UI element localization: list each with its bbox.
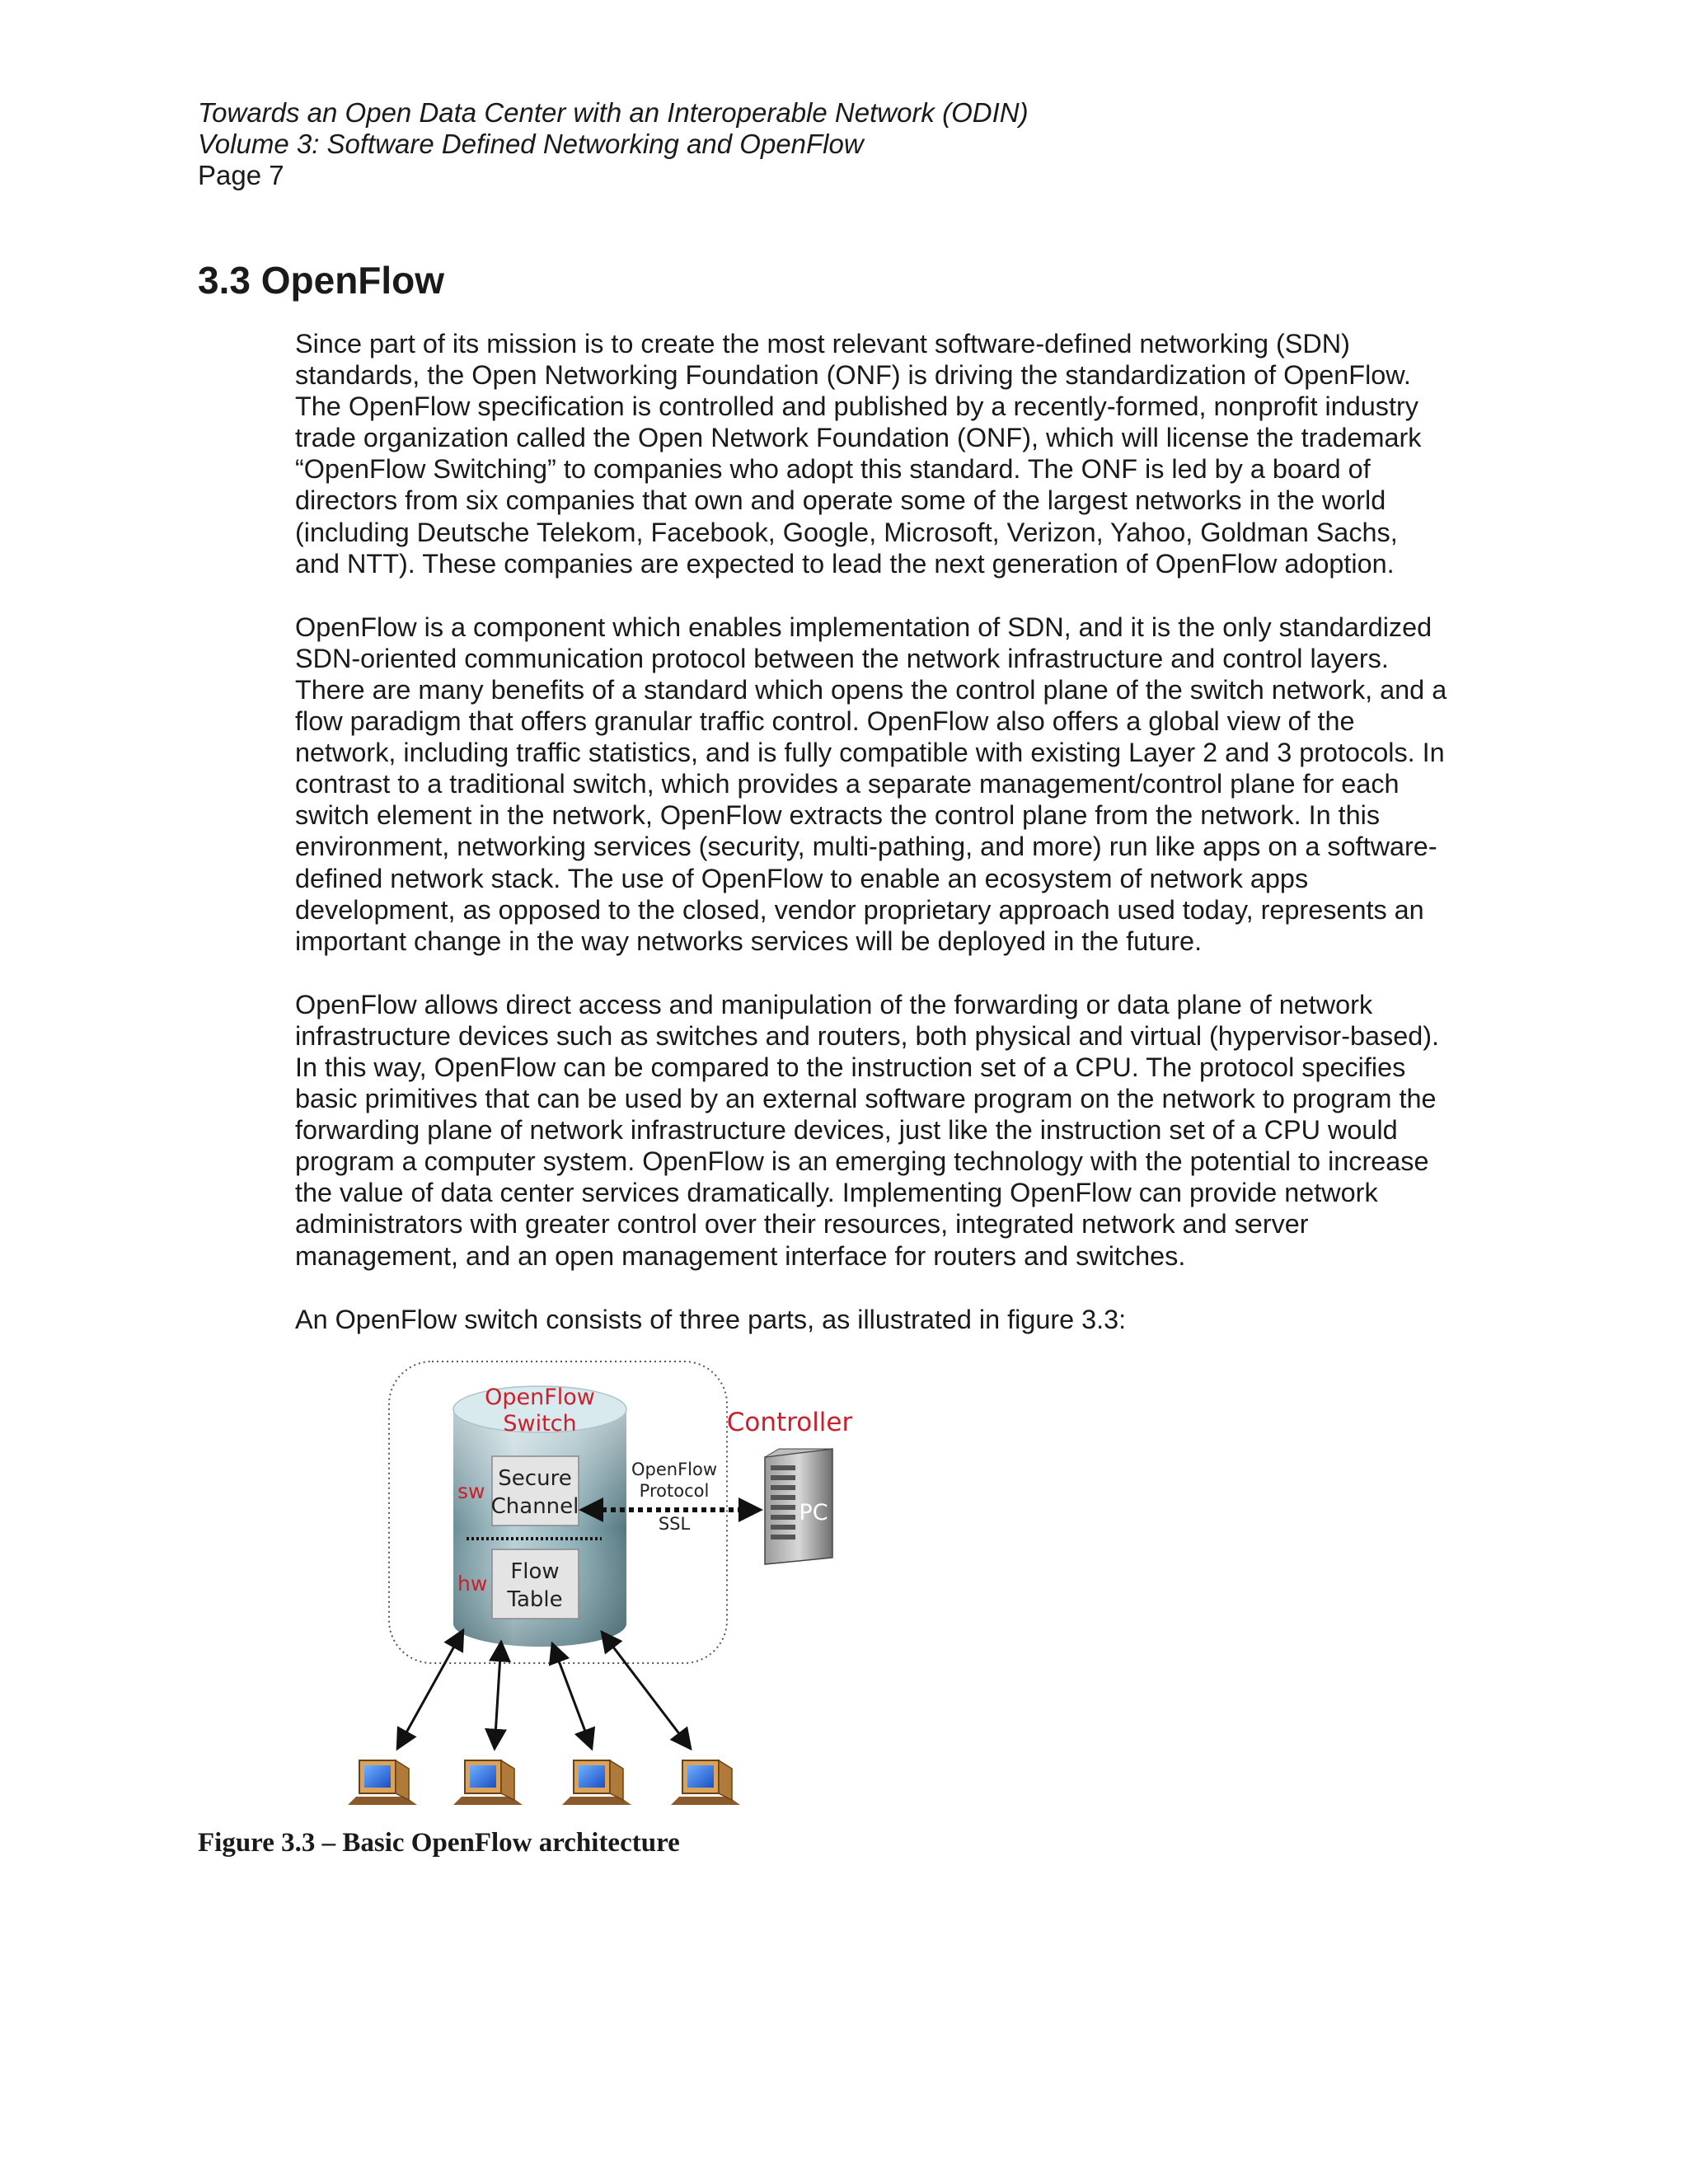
- paragraph-line: defined network stack. The use of OpenFlow to enable an ecosystem of network apps: [295, 863, 1309, 893]
- paragraph-line: OpenFlow is a component which enables implementation of SDN, and it is the only standardized: [295, 612, 1432, 642]
- paragraph-line: the value of data center services dramatically. Implementing OpenFlow can provide network: [295, 1178, 1378, 1208]
- paragraph-line: There are many benefits of a standard which opens the control plane of the switch network, and a: [295, 674, 1447, 705]
- host-link-1: [397, 1630, 463, 1749]
- paragraph-line: infrastructure devices such as switches and routers, both physical and virtual (hypervisor-based).: [295, 1020, 1440, 1051]
- header-page-number: Page 7: [198, 160, 284, 190]
- paragraph-line: environment, networking services (security, multi-pathing, and more) run like apps on a software-: [295, 832, 1437, 862]
- switch-label-line2: Switch: [503, 1411, 577, 1436]
- paragraph-line: management, and an open management interface for routers and switches.: [295, 1240, 1186, 1271]
- paragraph-line: forwarding plane of network infrastructure devices, just like the instruction set of a CPU would: [295, 1115, 1398, 1146]
- body-paragraph: [295, 989, 1498, 1272]
- host-link-4: [602, 1632, 691, 1749]
- paragraph-line: development, as opposed to the closed, vendor proprietary approach used today, represents an: [295, 894, 1424, 925]
- paragraph-line: administrators with greater control over their resources, integrated network and server: [295, 1209, 1309, 1240]
- header-volume: Volume 3: Software Defined Networking and OpenFlow: [198, 129, 864, 159]
- body-paragraph: [295, 1304, 1498, 1335]
- paragraph-line: switch element in the network, OpenFlow extracts the control plane from the network. In this: [295, 800, 1381, 831]
- figure-caption: Figure 3.3 – Basic OpenFlow architecture: [198, 1828, 680, 1858]
- paragraph-line: The OpenFlow specification is controlled and published by a recently-formed, nonprofit industry: [295, 391, 1418, 422]
- header-title: Towards an Open Data Center with an Interoperable Network (ODIN): [198, 97, 1029, 128]
- paragraph-line: standards, the Open Networking Foundation (ONF) is driving the standardization of OpenFlow.: [295, 360, 1411, 391]
- paragraph-line: program a computer system. OpenFlow is an emerging technology with the potential to increase: [295, 1146, 1429, 1177]
- protocol-label-line2: Protocol: [639, 1481, 710, 1501]
- paragraph-line: and NTT). These companies are expected to lead the next generation of OpenFlow adoption.: [295, 548, 1395, 579]
- paragraph-line: network, including traffic statistics, and is fully compatible with existing Layer 2 and 3 protocols. In: [295, 738, 1445, 768]
- paragraph-line: directors from six companies that own and operate some of the largest networks in the world: [295, 485, 1386, 516]
- paragraph-line: “OpenFlow Switching” to companies who adopt this standard. The ONF is led by a board of: [295, 454, 1371, 485]
- body-paragraph: [295, 328, 1498, 579]
- host-computer-icon-3: [562, 1760, 631, 1805]
- body-paragraph: [295, 612, 1498, 957]
- hw-label: hw: [457, 1572, 488, 1596]
- paragraph-line: flow paradigm that offers granular traffic control. OpenFlow also offers a global view of the: [295, 706, 1355, 737]
- paragraph-line: An OpenFlow switch consists of three parts, as illustrated in figure 3.3:: [295, 1304, 1127, 1334]
- section-heading: 3.3 OpenFlow: [198, 259, 445, 302]
- running-header: [198, 97, 1029, 191]
- paragraph-line: (including Deutsche Telekom, Facebook, Google, Microsoft, Verizon, Yahoo, Goldman Sachs,: [295, 517, 1398, 547]
- secure-channel-line2: Channel: [490, 1494, 579, 1519]
- paragraph-line: OpenFlow allows direct access and manipulation of the forwarding or data plane of network: [295, 989, 1373, 1019]
- paragraph-line: Since part of its mission is to create the most relevant software-defined networking (SDN): [295, 329, 1350, 359]
- protocol-label-line3: SSL: [658, 1514, 691, 1534]
- paragraph-line: contrast to a traditional switch, which provides a separate management/control plane for each: [295, 769, 1400, 799]
- openflow-diagram: [330, 1352, 874, 1813]
- paragraph-line: SDN-oriented communication protocol between the network infrastructure and control layers.: [295, 643, 1389, 673]
- section-body: [295, 328, 1498, 1367]
- controller-label: Controller: [726, 1408, 853, 1437]
- paragraph-line: basic primitives that can be used by an external software program on the network to program the: [295, 1084, 1437, 1114]
- switch-label-line1: OpenFlow: [485, 1385, 595, 1410]
- paragraph-line: In this way, OpenFlow can be compared to the instruction set of a CPU. The protocol specifies: [295, 1052, 1406, 1082]
- flow-table-line1: Flow: [510, 1559, 560, 1584]
- host-link-3: [552, 1643, 592, 1749]
- secure-channel-line1: Secure: [498, 1466, 572, 1491]
- paragraph-line: trade organization called the Open Network Foundation (ONF), which will license the trademark: [295, 423, 1422, 453]
- paragraph-line: important change in the way networks services will be deployed in the future.: [295, 926, 1203, 956]
- host-computer-icon-4: [671, 1760, 740, 1805]
- openflow-architecture-figure: [330, 1352, 874, 1813]
- host-link-2: [495, 1642, 501, 1749]
- host-computer-icon-1: [348, 1760, 417, 1805]
- pc-label: PC: [799, 1500, 828, 1526]
- protocol-label-line1: OpenFlow: [631, 1460, 718, 1479]
- sw-label: sw: [457, 1479, 485, 1503]
- host-computer-icon-2: [453, 1760, 523, 1805]
- flow-table-line2: Table: [507, 1587, 563, 1612]
